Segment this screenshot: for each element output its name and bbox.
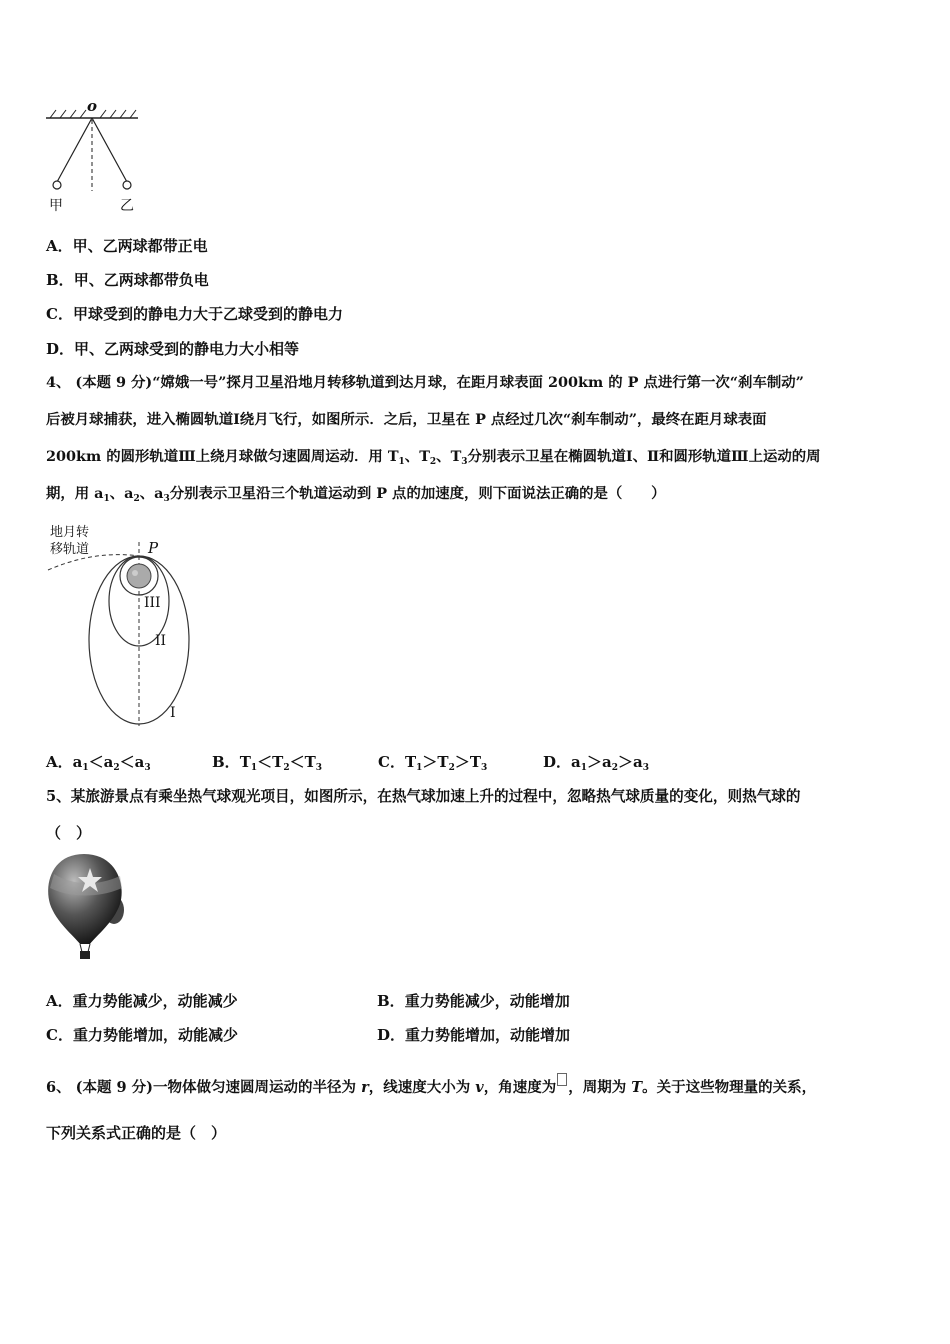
q3-option-c: C．甲球受到的静电力大于乙球受到的静电力 [46,305,343,323]
q3-option-b: B．甲、乙两球都带负电 [46,271,209,289]
q5-option-c: C．重力势能增加，动能减少 [46,1026,238,1044]
q5-option-b: B．重力势能减少，动能增加 [377,992,570,1010]
hot-air-balloon-image [44,852,128,960]
q3-option-d: D．甲、乙两球受到的静电力大小相等 [46,340,300,358]
q4-option-b: B．$T_1<T_2<T_3$ [212,753,323,773]
q4-line-3: 200km 的圆形轨道Ⅲ上绕月球做匀速圆周运动．用 $T_1$、$T_2$、$T_3$分别表示卫星在椭圆轨道Ⅰ、Ⅱ和圆形轨道Ⅲ上运动的周 [46,448,821,467]
pivot-label: o [87,97,98,115]
q4-line-2: 后被月球捕获，进入椭圆轨道Ⅰ绕月飞行，如图所示．之后，卫星在 P 点经过几次“刹车制动”，最终在距月球表面 [46,411,767,428]
q4-option-a: A．$a_1<a_2<a_3$ [46,753,151,773]
orbit-label-line1: 地月转 [50,525,90,540]
q4-line-1: 4、 (本题 9 分)“嫦娥一号”探月卫星沿地月转移轨道到达月球，在距月球表面 200km 的 P 点进行第一次“刹车制动” [46,374,804,391]
orbit-i-label: I [170,705,176,721]
point-p-label: P [148,539,159,557]
q4-line-4: 期，用 $a_1$、$a_2$、$a_3$分别表示卫星沿三个轨道运动到 P 点的加速度，则下面说法正确的是（ ） [46,485,666,504]
orbit-label-line2: 移轨道 [50,542,90,557]
q3-option-a: A．甲、乙两球都带正电 [46,237,208,255]
q6-line-1: 6、 (本题 9 分)一物体做匀速圆周运动的半径为 r，线速度大小为 v，角速度为 ，周期为 T。关于这些物理量的关系， [46,1073,816,1098]
orbit-ii-label: II [155,633,167,649]
q5-line-2: （ ） [46,824,92,842]
q5-option-a: A．重力势能减少，动能减少 [46,992,238,1010]
orbit-iii-label: III [144,595,161,611]
missing-symbol-box [557,1073,567,1086]
ball-jia-label: 甲 [49,198,63,214]
q5-line-1: 5、某旅游景点有乘坐热气球观光项目，如图所示，在热气球加速上升的过程中，忽略热气球质量的变化，则热气球的 [46,788,801,805]
q5-option-d: D．重力势能增加，动能增加 [377,1026,571,1044]
q4-option-c: C．$T_1>T_2>T_3$ [378,753,488,773]
q4-option-d: D．$a_1>a_2>a_3$ [543,753,650,773]
ball-yi-label: 乙 [120,198,134,214]
q6-line-2: 下列关系式正确的是（ ） [46,1124,227,1142]
